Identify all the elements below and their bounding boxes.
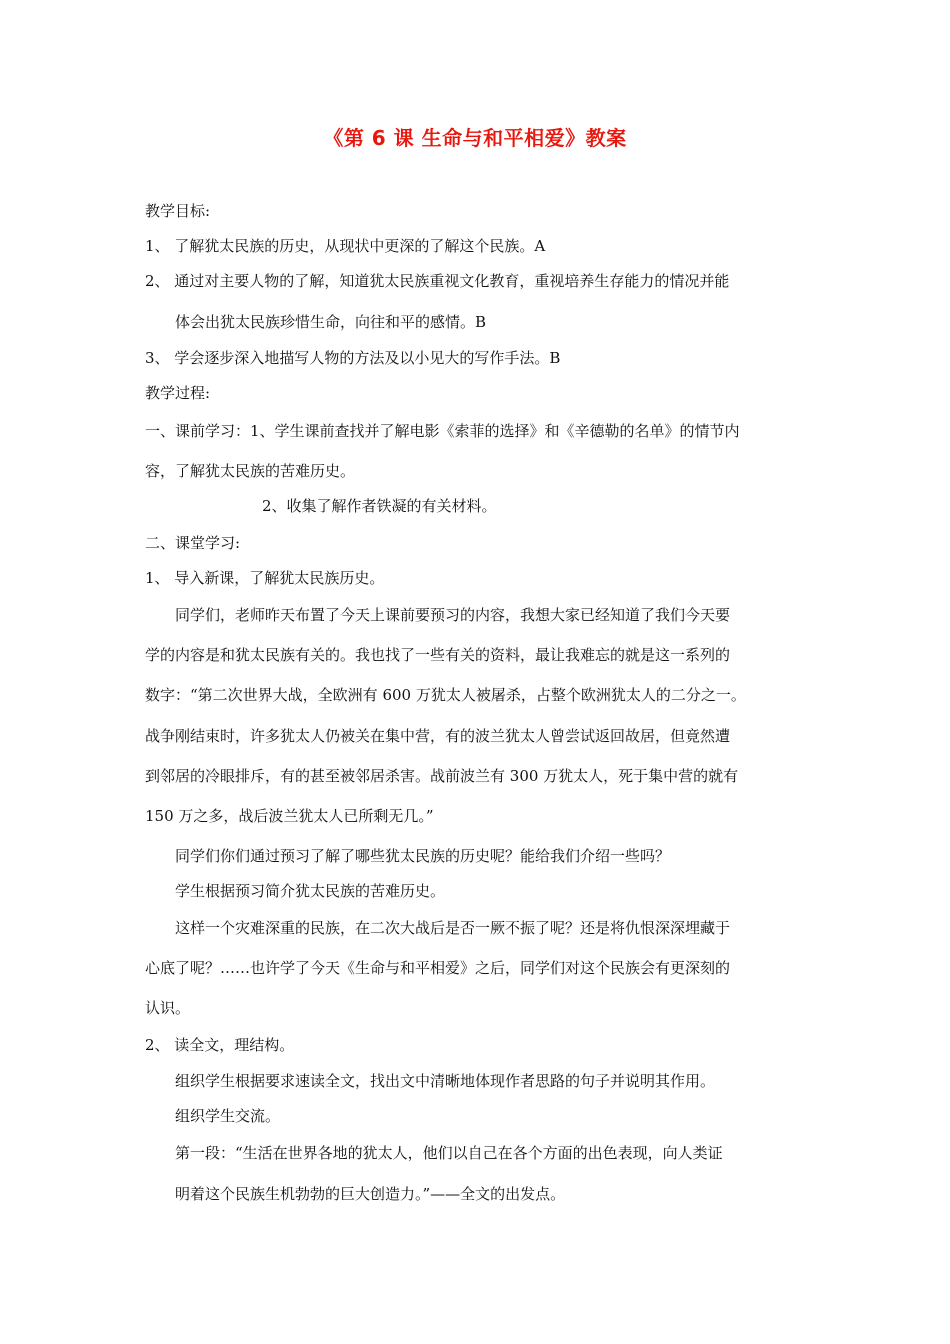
objective-item-2-continuation: 体会出犹太民族珍惜生命，向往和平的感情。B bbox=[175, 313, 487, 331]
paragraph-line: 同学们，老师昨天布置了今天上课前要预习的内容，我想大家已经知道了我们今天要 bbox=[175, 606, 731, 624]
paragraph-line: 第一段：“生活在世界各地的犹太人，他们以自己在各个方面的出色表现，向人类证 bbox=[175, 1144, 723, 1162]
paragraph-line: 组织学生根据要求速读全文，找出文中清晰地体现作者思路的句子并说明其作用。 bbox=[175, 1072, 716, 1090]
paragraph-line: 认识。 bbox=[145, 999, 191, 1017]
paragraph-line: 战争刚结束时，许多犹太人仍被关在集中营，有的波兰犹太人曾尝试返回故居，但竟然遭 bbox=[145, 727, 731, 745]
pre-class-step-2: 2、收集了解作者铁凝的有关材料。 bbox=[262, 497, 497, 515]
paragraph-line: 组织学生交流。 bbox=[175, 1107, 281, 1125]
section-heading-in-class: 二、课堂学习: bbox=[145, 534, 241, 552]
paragraph-line: 数字：“第二次世界大战，全欧洲有 600 万犹太人被屠杀，占整个欧洲犹太人的二分之一。 bbox=[145, 686, 746, 704]
paragraph-line: 心底了呢？……也许学了今天《生命与和平相爱》之后，同学们对这个民族会有更深刻的 bbox=[145, 959, 731, 977]
paragraph-line: 150 万之多，战后波兰犹太人已所剩无几。” bbox=[145, 807, 434, 825]
paragraph-line: 到邻居的冷眼排斥，有的甚至被邻居杀害。战前波兰有 300 万犹太人，死于集中营的就有 bbox=[145, 767, 739, 785]
in-class-step-2: 2、 读全文，理结构。 bbox=[145, 1036, 295, 1054]
pre-class-step-1-continuation: 容，了解犹太民族的苦难历史。 bbox=[145, 462, 356, 480]
objective-item-3: 3、 学会逐步深入地描写人物的方法及以小见大的写作手法。B bbox=[145, 349, 561, 367]
section-heading-objectives: 教学目标: bbox=[145, 202, 211, 220]
pre-class-step-1: 一、课前学习：1、学生课前查找并了解电影《索菲的选择》和《辛德勒的名单》的情节内 bbox=[145, 422, 740, 440]
document-title: 《第 6 课 生命与和平相爱》教案 bbox=[323, 126, 627, 150]
paragraph-line: 学的内容是和犹太民族有关的。我也找了一些有关的资料，最让我难忘的就是这一系列的 bbox=[145, 646, 731, 664]
paragraph-line: 这样一个灾难深重的民族，在二次大战后是否一厥不振了呢？还是将仇恨深深埋藏于 bbox=[175, 919, 731, 937]
objective-item-2: 2、 通过对主要人物的了解，知道犹太民族重视文化教育，重视培养生存能力的情况并能 bbox=[145, 272, 730, 290]
section-heading-process: 教学过程: bbox=[145, 384, 211, 402]
paragraph-line: 同学们你们通过预习了解了哪些犹太民族的历史呢？能给我们介绍一些吗？ bbox=[175, 847, 671, 865]
paragraph-line: 明着这个民族生机勃勃的巨大创造力。”——全文的出发点。 bbox=[175, 1185, 566, 1203]
paragraph-line: 学生根据预习简介犹太民族的苦难历史。 bbox=[175, 882, 446, 900]
in-class-step-1: 1、 导入新课，了解犹太民族历史。 bbox=[145, 569, 385, 587]
objective-item-1: 1、 了解犹太民族的历史，从现状中更深的了解这个民族。A bbox=[145, 237, 546, 255]
